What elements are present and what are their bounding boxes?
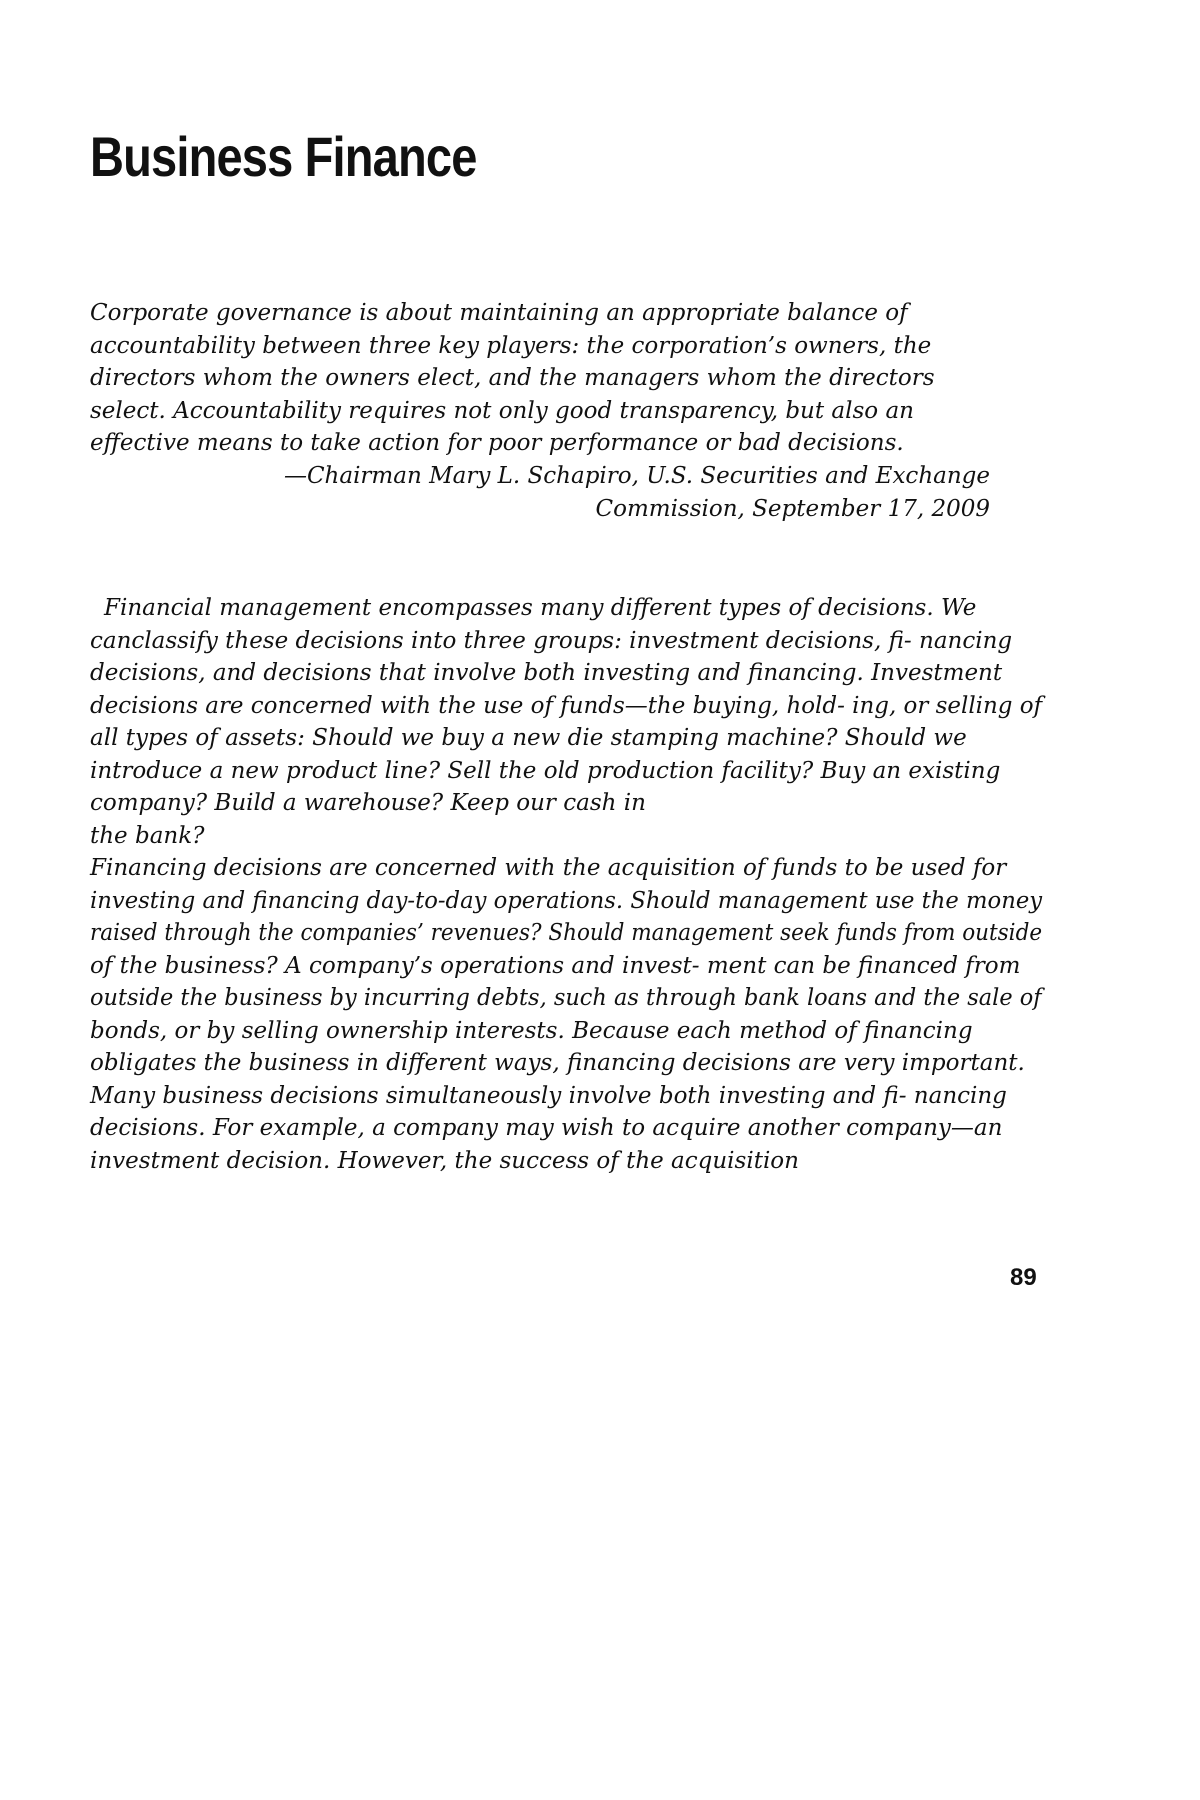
body-line: of the business? A company’s operations and invest- ment can be financed from xyxy=(90,952,1021,979)
body-line: decisions, and decisions that involve both investing and financing. Investment xyxy=(90,660,1003,686)
body-line: investing and financing day-to-day operations. Should management use the money xyxy=(90,887,1043,914)
body-line: Many business decisions simultaneously involve both investing and fi- nancing xyxy=(90,1082,1007,1109)
body-line: Financial management encompasses many different types of decisions. We xyxy=(104,595,977,621)
body-line: introduce a new product line? Sell the old production facility? Buy an existing xyxy=(90,757,1001,784)
attribution-line: —Chairman Mary L. Schapiro, U.S. Securities and Exchange xyxy=(283,463,990,489)
page-title: Business Finance xyxy=(90,125,477,188)
epigraph-quote xyxy=(90,297,990,460)
body-line: decisions are concerned with the use of funds—the buying, hold- ing, or selling of xyxy=(90,692,1043,719)
attribution-line: Commission, September 17, 2009 xyxy=(595,495,990,522)
body-line: canclassify these decisions into three groups: investment decisions, fi- nancing xyxy=(90,627,1013,654)
page-number: 89 xyxy=(1010,1264,1037,1291)
epigraph-line: accountability between three key players: the corporation’s owners, the xyxy=(90,332,932,359)
body-paragraphs xyxy=(90,592,1042,1177)
epigraph-line: Corporate governance is about maintaining an appropriate balance of xyxy=(90,300,908,326)
epigraph-attribution xyxy=(90,460,990,525)
epigraph-line: directors whom the owners elect, and the managers whom the directors xyxy=(90,365,935,391)
body-line: decisions. For example, a company may wish to acquire another company—an xyxy=(90,1115,1003,1141)
body-line: Financing decisions are concerned with the acquisition of funds to be used for xyxy=(90,855,1007,881)
body-line: bonds, or by selling ownership interests. Because each method of financing xyxy=(90,1017,973,1044)
body-line: company? Build a warehouse? Keep our cash in xyxy=(90,790,646,816)
epigraph-line: select. Accountability requires not only good transparency, but also an xyxy=(90,397,914,424)
body-line: outside the business by incurring debts, such as through bank loans and the sale of xyxy=(90,985,1042,1011)
body-line: all types of assets: Should we buy a new die stamping machine? Should we xyxy=(90,725,967,751)
body-line: investment decision. However, the success of the acquisition xyxy=(90,1147,799,1174)
body-line: raised through the companies’ revenues? Should management seek funds from outside xyxy=(90,920,1043,946)
body-line: the bank? xyxy=(90,822,205,849)
body-line: obligates the business in different ways, financing decisions are very important. xyxy=(90,1050,1025,1076)
epigraph-line: effective means to take action for poor performance or bad decisions. xyxy=(90,430,904,456)
